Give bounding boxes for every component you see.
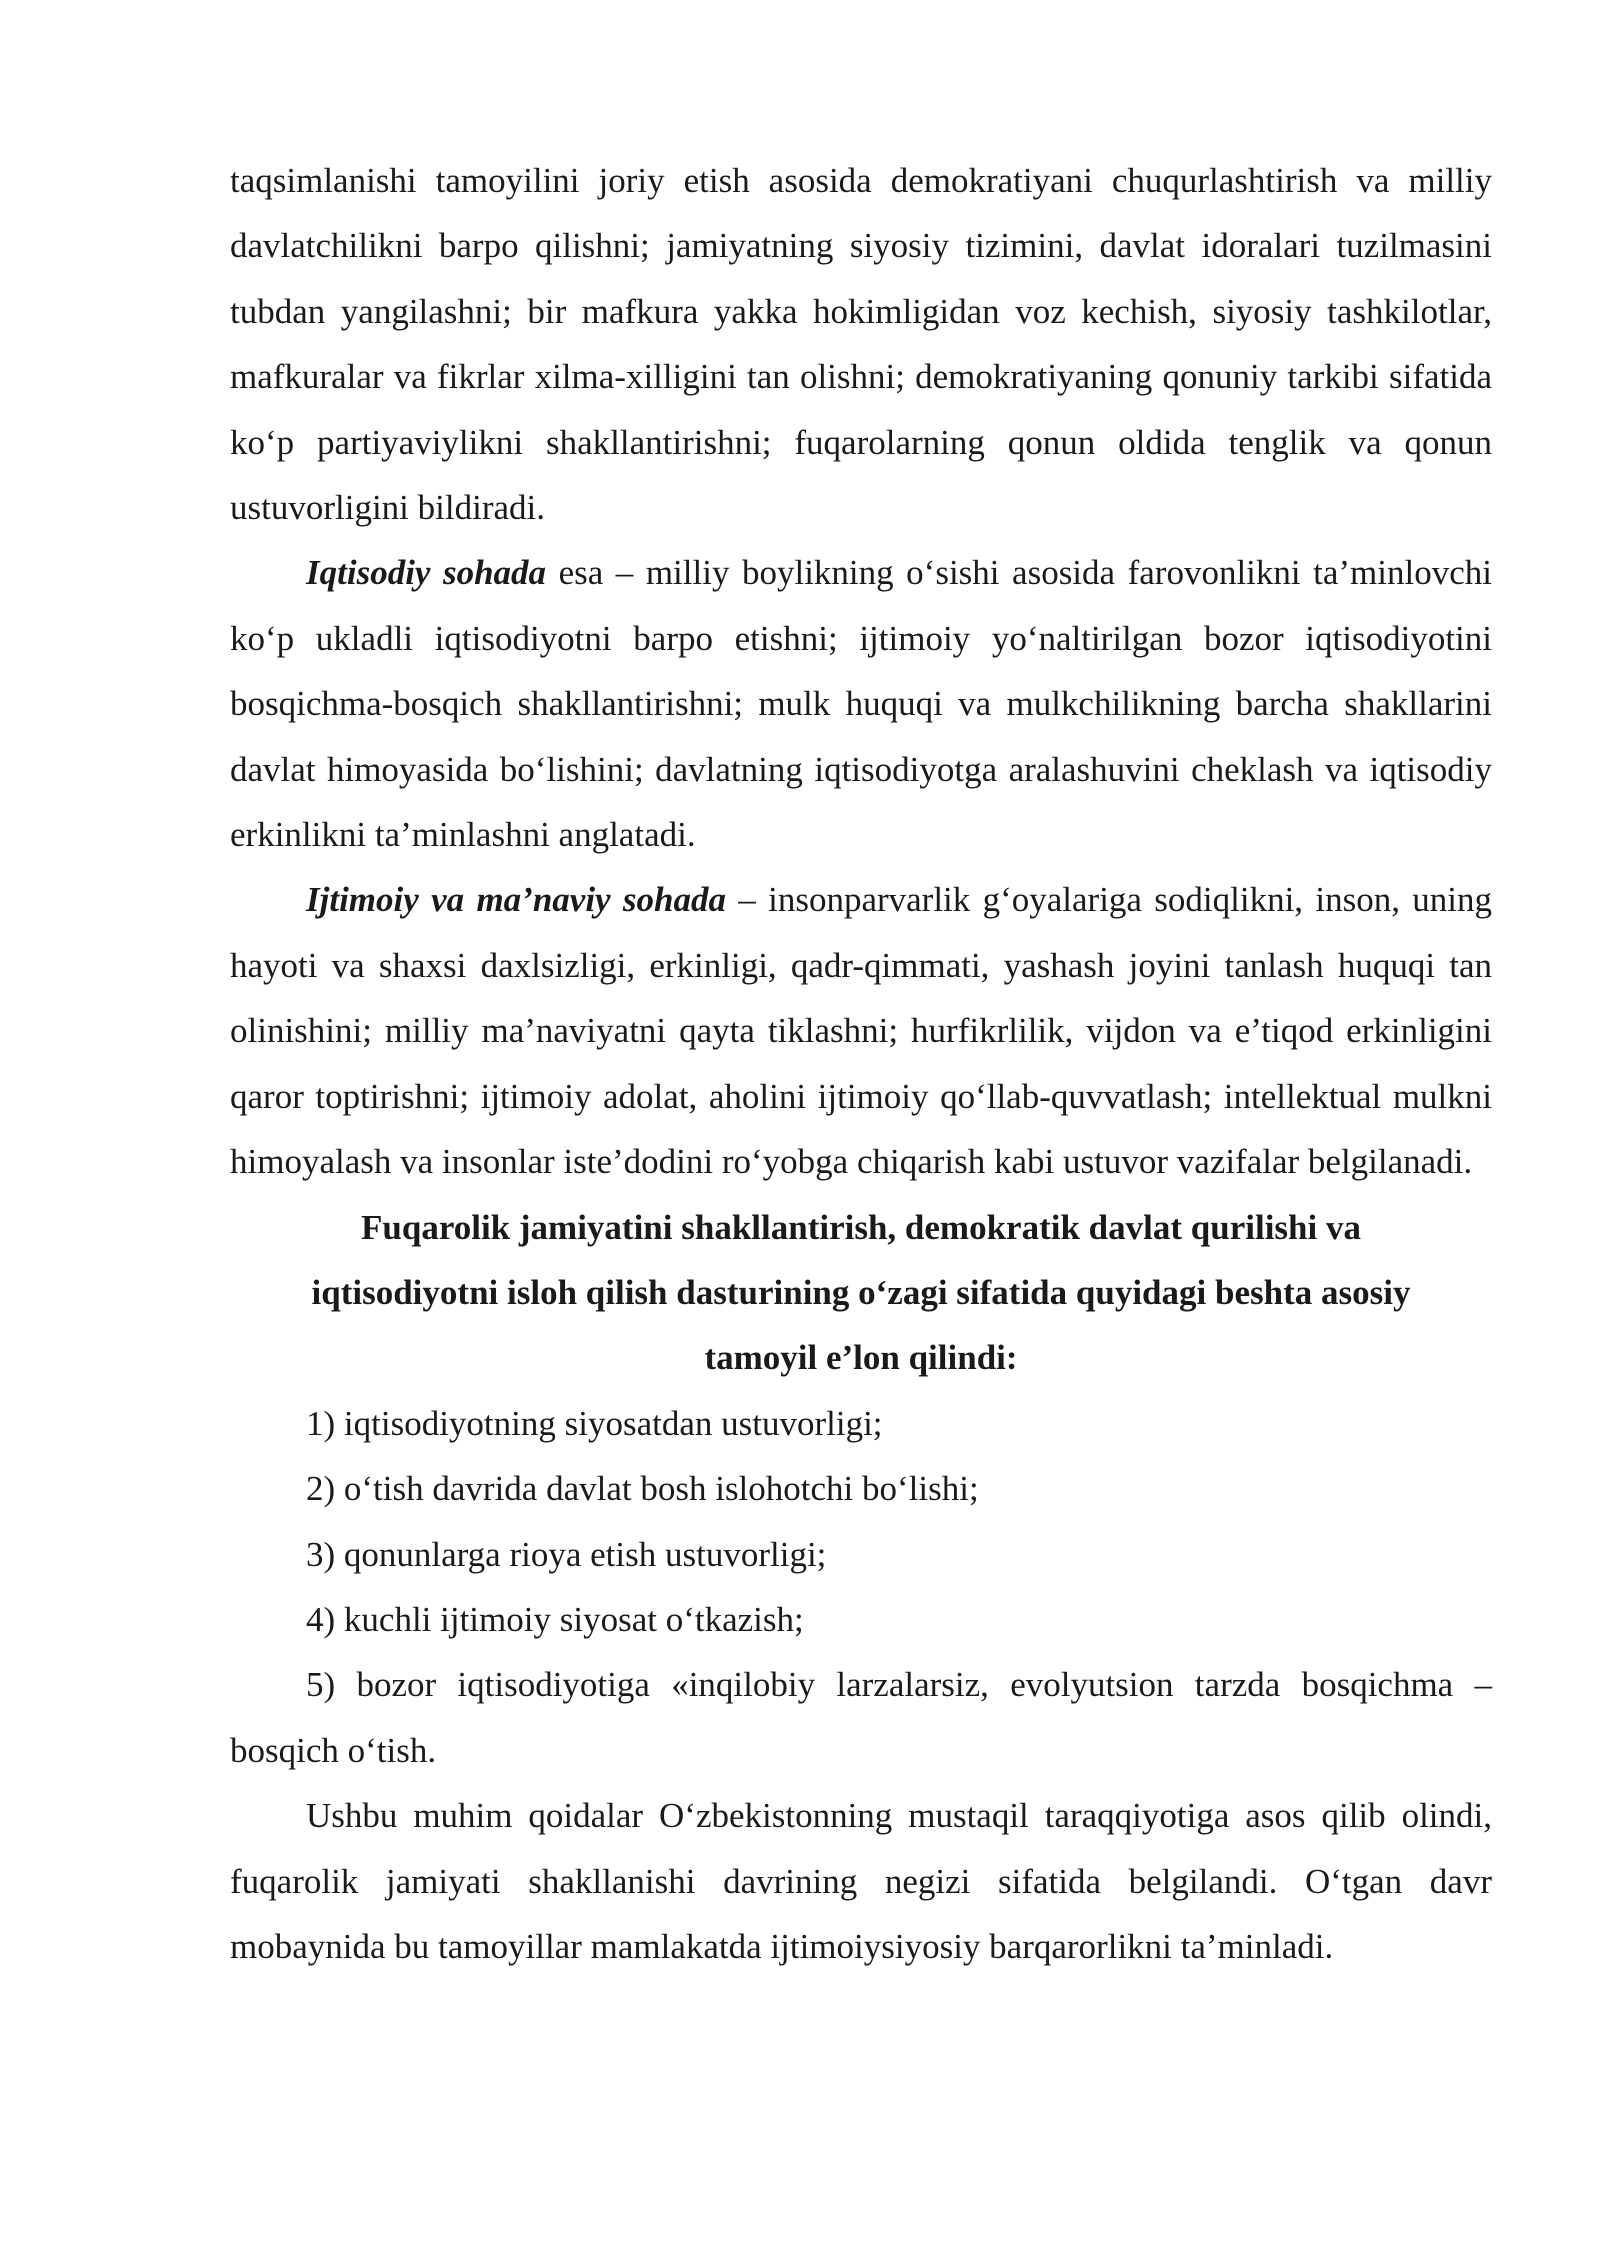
economic-sphere-text: esa – milliy boylikning o‘sishi asosida farovonlikni ta’minlovchi ko‘p ukladli iqtisodiyotni barpo etishni; ijtimoiy yo‘naltirilgan bozor iqtisodiyotini bosqichma-bosqich shakllantirishni; mulk huquqi va mulkchilikning barcha shakllarini davlat himoyasida bo‘lishini; davlatning iqtisodiyotga aralashuvini cheklash va iqtisodiy erkinlikni ta’minlashni anglatadi. — [230, 553, 1492, 855]
principle-item: 1) iqtisodiyotning siyosatdan ustuvorligi; — [306, 1403, 883, 1443]
paragraph-social-sphere — [230, 867, 1492, 1194]
paragraph-closing: Ushbu muhim qoidalar O‘zbekistonning mustaqil taraqqiyotiga asos qilib olindi, fuqarolik jamiyati shakllanishi davrining negizi sifatida belgilandi. O‘tgan davr mobaynida bu tamoyillar mamlakatda ijtimoiysiyosiy barqarorlikni ta’minladi. — [230, 1796, 1492, 1966]
paragraph-economic-sphere — [230, 540, 1492, 867]
principle-item: 4) kuchli ijtimoiy siyosat o‘tkazish; — [306, 1599, 804, 1639]
principle-item: 3) qonunlarga rioya etish ustuvorligi; — [306, 1534, 827, 1574]
principle-item: 2) o‘tish davrida davlat bosh islohotchi bo‘lishi; — [306, 1469, 979, 1509]
principles-list — [230, 1391, 1492, 1783]
document-page — [230, 148, 1492, 1979]
section-heading: Fuqarolik jamiyatini shakllantirish, demokratik davlat qurilishi va iqtisodiyotni isloh qilish dasturining o‘zagi sifatida quyidagi beshta asosiy tamoyil e’lon qilindi: — [311, 1207, 1411, 1378]
economic-sphere-lead: Iqtisodiy sohada — [306, 553, 547, 593]
principle-item: 5) bozor iqtisodiyotiga «inqilobiy larzalarsiz, evolyutsion tarzda bosqichma – bosqich o‘tish. — [230, 1665, 1492, 1770]
social-sphere-text: – insonparvarlik g‘oyalariga sodiqlikni, inson, uning hayoti va shaxsi daxlsizligi, erkinligi, qadr-qimmati, yashash joyini tanlash huquqi tan olinishini; milliy ma’naviyatni qayta tiklashni; hurfikrlilik, vijdon va e’tiqod erkinligini qaror toptirishni; ijtimoiy adolat, aholini ijtimoiy qo‘llab-quvvatlash; intellektual mulkni himoyalash va insonlar iste’dodini ro‘yobga chiqarish kabi ustuvor vazifalar belgilanadi. — [230, 880, 1492, 1182]
paragraph-democracy: taqsimlanishi tamoyilini joriy etish asosida demokratiyani chuqurlashtirish va milliy davlatchilikni barpo qilishni; jamiyatning siyosiy tizimini, davlat idoralari tuzilmasini tubdan yangilashni; bir mafkura yakka hokimligidan voz kechish, siyosiy tashkilotlar, mafkuralar va fikrlar xilma-xilligini tan olishni; demokratiyaning qonuniy tarkibi sifatida ko‘p partiyaviylikni shakllantirishni; fuqarolarning qonun oldida tenglik va qonun ustuvorligini bildiradi. — [230, 161, 1492, 528]
social-sphere-lead: Ijtimoiy va ma’naviy sohada — [306, 880, 726, 920]
